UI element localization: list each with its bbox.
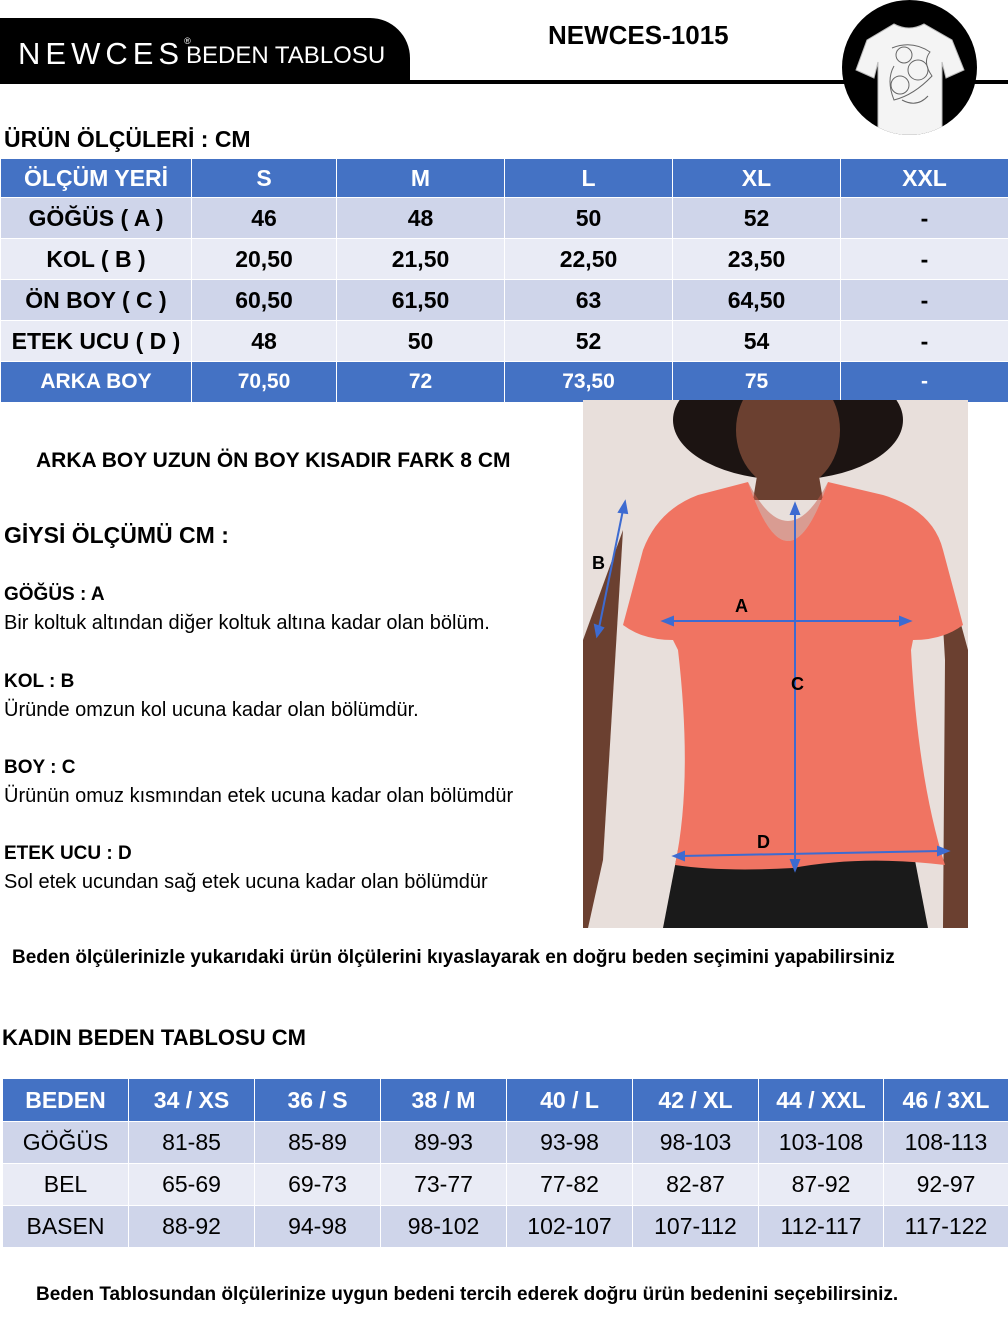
table-cell: - — [841, 239, 1008, 280]
table-cell: 48 — [337, 198, 505, 239]
measure-hem-title: ETEK UCU : D — [4, 843, 132, 864]
measure-sleeve-text: Üründe omzun kol ucuna kadar olan bölümdür. — [4, 699, 419, 721]
measure-chest-title: GÖĞÜS : A — [4, 584, 105, 605]
table-cell: 22,50 — [505, 239, 673, 280]
table-cell: 87-92 — [759, 1164, 884, 1206]
row-label: KOL ( B ) — [1, 239, 192, 280]
table-cell: 23,50 — [673, 239, 841, 280]
table-cell: 50 — [337, 321, 505, 362]
measure-guide-title: GİYSİ ÖLÇÜMÜ CM : — [4, 522, 229, 548]
row-label: GÖĞÜS — [3, 1122, 129, 1164]
model-measurement-photo — [583, 400, 968, 928]
table-row — [1, 362, 1008, 403]
table-cell: 64,50 — [673, 280, 841, 321]
row-label: BASEN — [3, 1206, 129, 1248]
table-cell: 85-89 — [255, 1122, 381, 1164]
table-cell: 52 — [673, 198, 841, 239]
table-cell: 70,50 — [192, 362, 337, 403]
header-cell: M — [337, 159, 505, 198]
measure-hem-text: Sol etek ucundan sağ etek ucuna kadar olan bölümdür — [4, 871, 488, 893]
product-thumbnail — [842, 0, 977, 135]
table-cell: 92-97 — [884, 1164, 1008, 1206]
table-cell: 75 — [673, 362, 841, 403]
table-cell: 73,50 — [505, 362, 673, 403]
table-cell: 117-122 — [884, 1206, 1008, 1248]
brand-logo: NEWCES® — [18, 36, 191, 71]
table-cell: 98-102 — [381, 1206, 507, 1248]
product-table-title: ÜRÜN ÖLÇÜLERİ : CM — [4, 126, 251, 152]
table-cell: 82-87 — [633, 1164, 759, 1206]
table-cell: 102-107 — [507, 1206, 633, 1248]
table-cell: - — [841, 198, 1008, 239]
table-cell: 50 — [505, 198, 673, 239]
header-cell: L — [505, 159, 673, 198]
row-label: ARKA BOY — [1, 362, 192, 403]
table-cell: 108-113 — [884, 1122, 1008, 1164]
header-cell: BEDEN — [3, 1079, 129, 1122]
table-cell: 60,50 — [192, 280, 337, 321]
footer-note: Beden Tablosundan ölçülerinize uygun bedeni tercih ederek doğru ürün bedenini seçebilirsiniz. — [36, 1284, 899, 1305]
table-cell: 20,50 — [192, 239, 337, 280]
table-cell: 48 — [192, 321, 337, 362]
diagram-label-a: A — [735, 596, 748, 616]
row-label: BEL — [3, 1164, 129, 1206]
table-cell: - — [841, 280, 1008, 321]
table-cell: 69-73 — [255, 1164, 381, 1206]
table-cell: 93-98 — [507, 1122, 633, 1164]
header-cell: 44 / XXL — [759, 1079, 884, 1122]
length-difference-note: ARKA BOY UZUN ÖN BOY KISADIR FARK 8 CM — [36, 449, 511, 472]
table-row — [1, 321, 1008, 362]
women-size-table-title: KADIN BEDEN TABLOSU CM — [2, 1025, 306, 1050]
header-cell: XL — [673, 159, 841, 198]
table-cell: 52 — [505, 321, 673, 362]
table-cell: 65-69 — [129, 1164, 255, 1206]
women-size-table — [2, 1078, 1008, 1248]
table-cell: 94-98 — [255, 1206, 381, 1248]
table-cell: 107-112 — [633, 1206, 759, 1248]
header-cell: 42 / XL — [633, 1079, 759, 1122]
table-cell: 61,50 — [337, 280, 505, 321]
table-row — [3, 1122, 1008, 1164]
size-compare-note: Beden ölçülerinizle yukarıdaki ürün ölçülerini kıyaslayarak en doğru beden seçimini yapabilirsiniz — [12, 947, 895, 968]
table-cell: - — [841, 362, 1008, 403]
table-header-row — [1, 159, 1008, 198]
table-row — [1, 198, 1008, 239]
table-cell: 46 — [192, 198, 337, 239]
table-cell: 88-92 — [129, 1206, 255, 1248]
table-cell: 72 — [337, 362, 505, 403]
table-cell: 112-117 — [759, 1206, 884, 1248]
measure-sleeve-title: KOL : B — [4, 671, 75, 692]
header-cell: 40 / L — [507, 1079, 633, 1122]
header-subtitle: BEDEN TABLOSU — [186, 42, 386, 69]
table-cell: 73-77 — [381, 1164, 507, 1206]
table-cell: 89-93 — [381, 1122, 507, 1164]
table-row — [3, 1206, 1008, 1248]
row-label: GÖĞÜS ( A ) — [1, 198, 192, 239]
header-cell: XXL — [841, 159, 1008, 198]
row-label: ÖN BOY ( C ) — [1, 280, 192, 321]
table-cell: 98-103 — [633, 1122, 759, 1164]
diagram-label-c: C — [791, 674, 804, 694]
header-cell: ÖLÇÜM YERİ — [1, 159, 192, 198]
diagram-label-b: B — [592, 553, 605, 573]
header-cell: S — [192, 159, 337, 198]
table-cell: 54 — [673, 321, 841, 362]
table-cell: 103-108 — [759, 1122, 884, 1164]
measure-length-text: Ürünün omuz kısmından etek ucuna kadar olan bölümdür — [4, 785, 514, 807]
header-cell: 36 / S — [255, 1079, 381, 1122]
table-cell: - — [841, 321, 1008, 362]
table-header-row — [3, 1079, 1008, 1122]
header-cell: 46 / 3XL — [884, 1079, 1008, 1122]
product-code: NEWCES-1015 — [548, 20, 729, 50]
table-cell: 63 — [505, 280, 673, 321]
measure-chest-text: Bir koltuk altından diğer koltuk altına kadar olan bölüm. — [4, 612, 490, 634]
row-label: ETEK UCU ( D ) — [1, 321, 192, 362]
measure-length-title: BOY : C — [4, 757, 76, 778]
table-cell: 77-82 — [507, 1164, 633, 1206]
table-cell: 21,50 — [337, 239, 505, 280]
table-row — [1, 239, 1008, 280]
product-measurements-table — [0, 158, 1008, 403]
table-cell: 81-85 — [129, 1122, 255, 1164]
header-cell: 38 / M — [381, 1079, 507, 1122]
table-row — [1, 280, 1008, 321]
table-row — [3, 1164, 1008, 1206]
diagram-label-d: D — [757, 832, 770, 852]
header-cell: 34 / XS — [129, 1079, 255, 1122]
